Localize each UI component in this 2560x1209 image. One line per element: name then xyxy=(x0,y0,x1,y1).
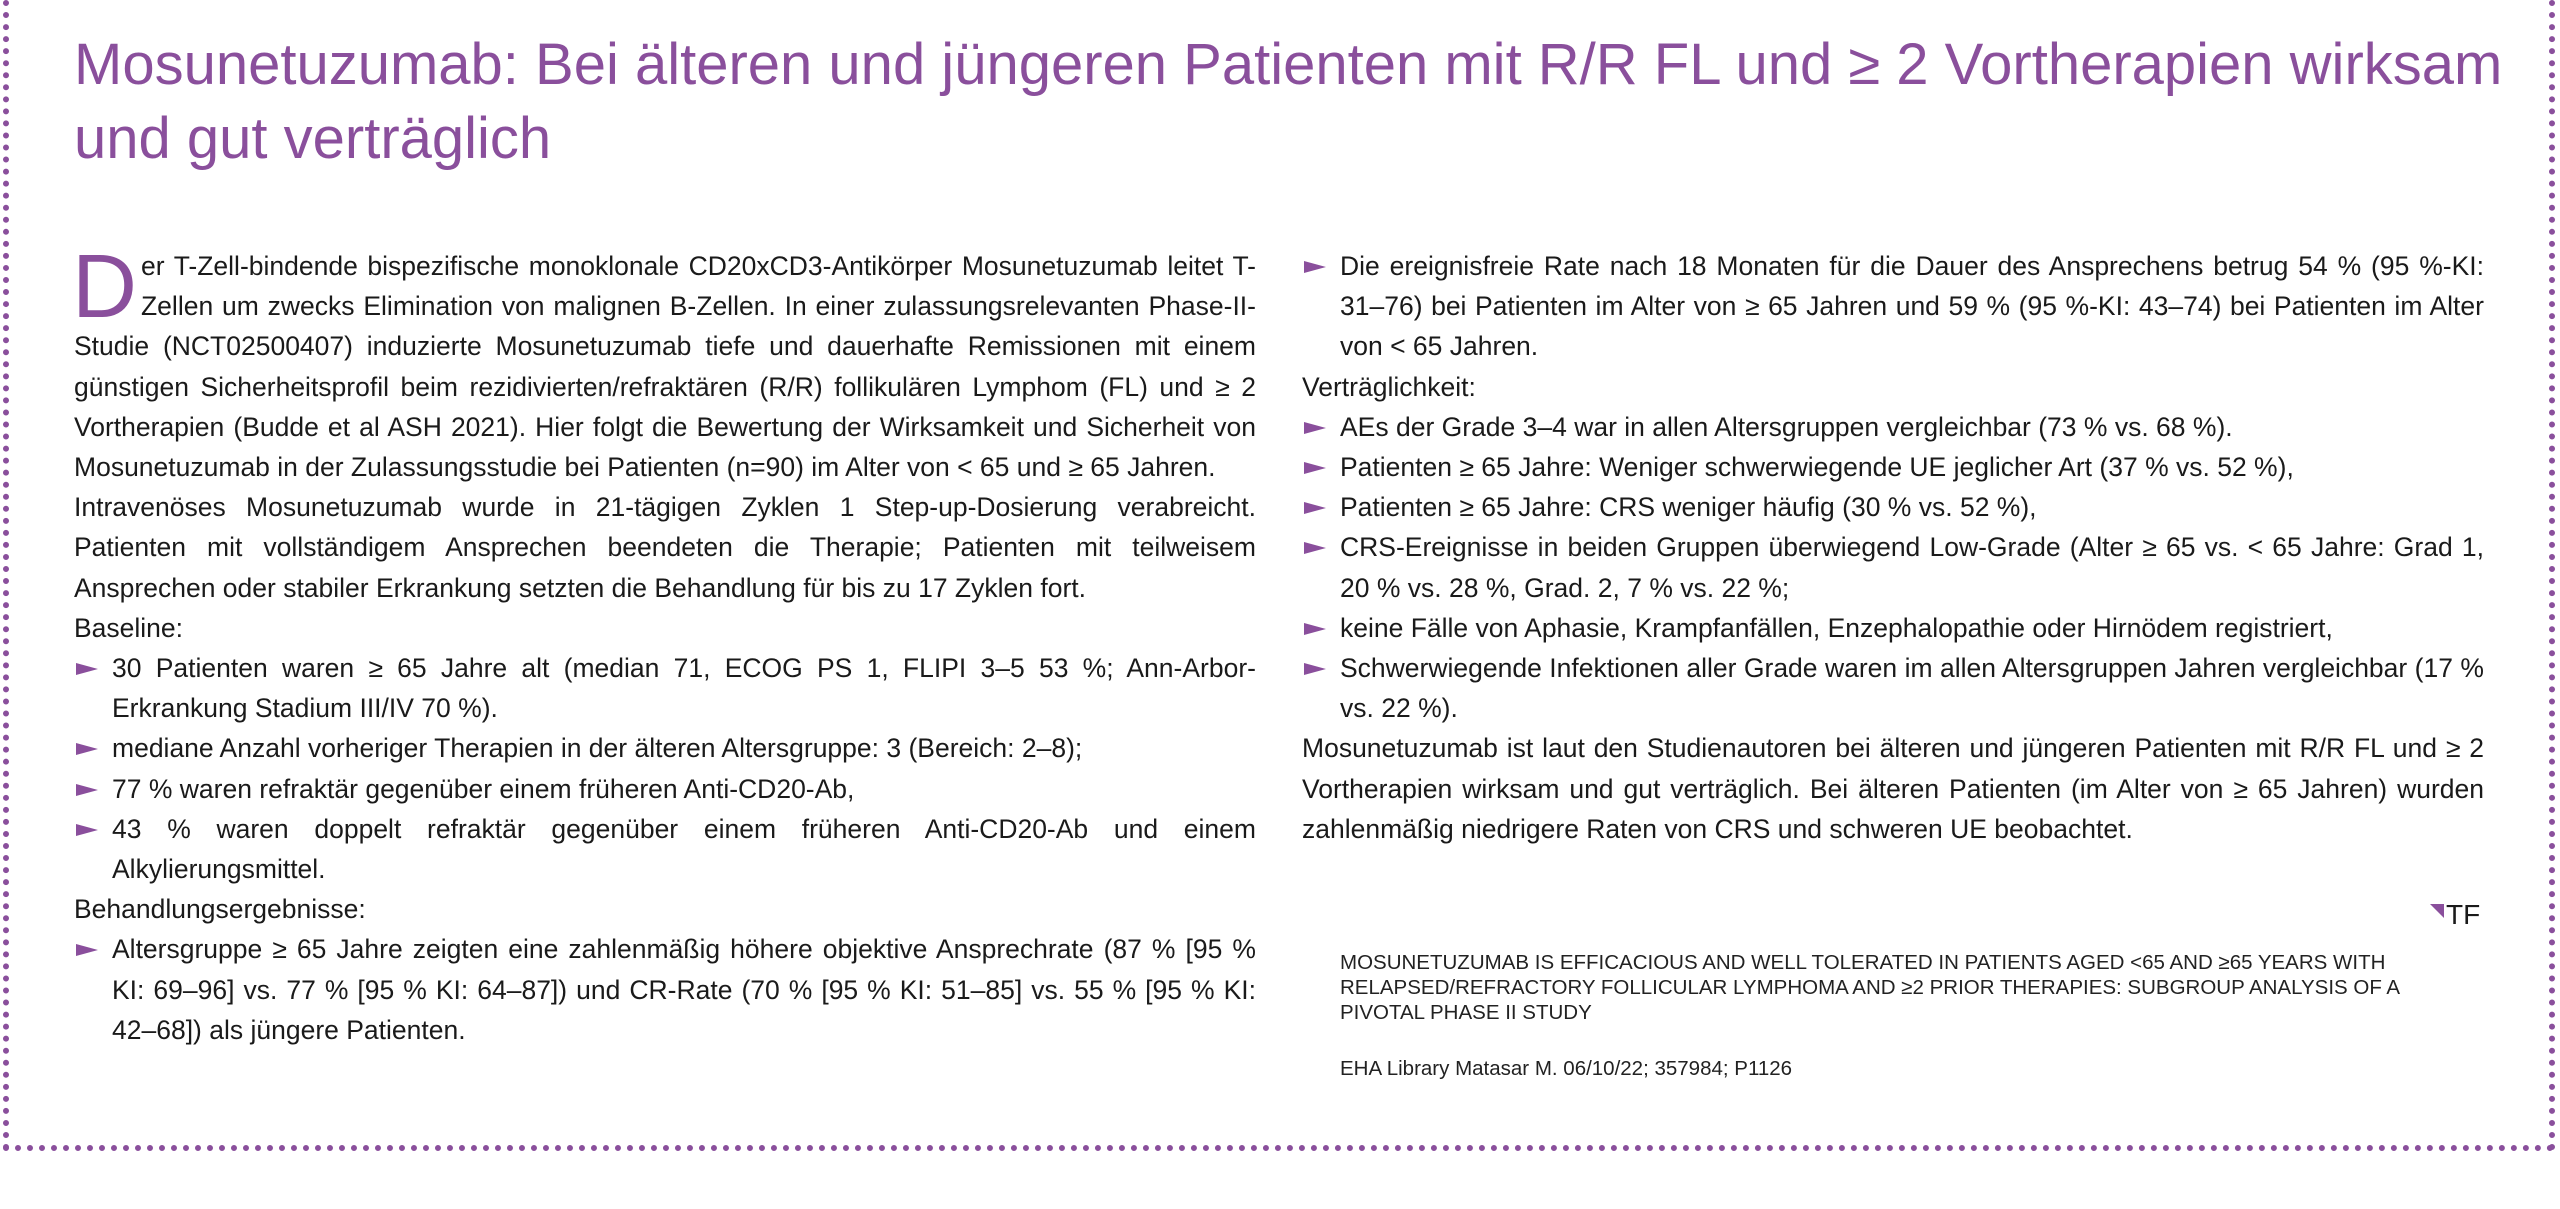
results-list xyxy=(74,929,1256,1050)
safety-heading: Verträglichkeit: xyxy=(1302,371,1476,402)
left-column xyxy=(72,237,1256,1050)
list-item: AEs der Grade 3–4 war in allen Altersgruppen vergleichbar (73 % vs. 68 %). xyxy=(1302,407,2484,447)
right-column xyxy=(1302,246,2484,849)
list-item: Die ereignisfreie Rate nach 18 Monaten für die Dauer des Ansprechens betrug 54 % (95 %-KI: 31–76) bei Patienten im Alter von ≥ 65 Jahren und 59 % (95 %-KI: 43–74) bei Patienten im Alter von < 65 Jahren. xyxy=(1302,246,2484,367)
results-heading: Behandlungsergebnisse: xyxy=(74,894,366,925)
results-list-continued xyxy=(1302,246,2484,367)
arrow-bullet-icon xyxy=(1304,502,1326,514)
list-item: Patienten ≥ 65 Jahre: CRS weniger häufig (30 % vs. 52 %), xyxy=(1302,487,2484,527)
intro-text: er T-Zell-bindende bispezifische monoklonale CD20xCD3-Antikörper Mosunetuzumab leitet T-Zellen um zwecks Elimination von malignen B-Zellen. In einer zulassungsrelevanten Phase-II-Studie (NCT02500407) induzierte Mosunetuzumab tiefe und dauerhafte Remissionen mit einem günstigen Sicherheitsprofil beim rezidivierten/refraktären (R/R) follikulären Lymphom (FL) und ≥ 2 Vortherapien (Budde et al ASH 2021). Hier folgt die Bewertung der Wirksamkeit und Sicherheit von Mosunetuzumab in der Zulassungsstudie bei Patienten (n=90) im Alter von < 65 und ≥ 65 Jahren. xyxy=(74,251,1256,483)
intro-paragraph xyxy=(72,237,1256,487)
drop-cap: D xyxy=(72,237,137,337)
list-item: 77 % waren refraktär gegenüber einem früheren Anti-CD20-Ab, xyxy=(74,769,1256,809)
safety-list xyxy=(1302,407,2484,729)
arrow-bullet-icon xyxy=(1304,663,1326,675)
list-item: mediane Anzahl vorheriger Therapien in der älteren Altersgruppe: 3 (Bereich: 2–8); xyxy=(74,728,1256,768)
arrow-bullet-icon xyxy=(1304,462,1326,474)
arrow-bullet-icon xyxy=(76,663,98,675)
arrow-bullet-icon xyxy=(76,784,98,796)
arrow-bullet-icon xyxy=(1304,422,1326,434)
arrow-bullet-icon xyxy=(76,824,98,836)
corner-triangle-icon xyxy=(2430,904,2444,918)
author-initials: TF xyxy=(2446,899,2481,930)
list-item: Altersgruppe ≥ 65 Jahre zeigten eine zahlenmäßig höhere objektive Ansprechrate (87 % [95 % KI: 69–96] vs. 77 % [95 % KI: 64–87]) und CR-Rate (70 % [95 % KI: 51–85] vs. 55 % [95 % KI: 42–68]) als jüngere Patienten. xyxy=(74,929,1256,1050)
method-paragraph: Intravenöses Mosunetuzumab wurde in 21-tägigen Zyklen 1 Step-up-Dosierung verabreicht. Patienten mit vollständigem Ansprechen beendeten die Therapie; Patienten mit teilweisem Ansprechen oder stabiler Erkrankung setzten die Behandlung für bis zu 17 Zyklen fort. xyxy=(74,492,1256,603)
conclusion-paragraph: Mosunetuzumab ist laut den Studienautoren bei älteren und jüngeren Patienten mit R/R FL und ≥ 2 Vortherapien wirksam und gut verträglich. Bei älteren Patienten (im Alter von ≥ 65 Jahren) wurden zahlenmäßig niedrigere Raten von CRS und schweren UE beobachtet. xyxy=(1302,733,2484,844)
arrow-bullet-icon xyxy=(76,944,98,956)
baseline-heading: Baseline: xyxy=(74,612,184,643)
baseline-list xyxy=(74,648,1256,889)
reference-title: MOSUNETUZUMAB IS EFFICACIOUS AND WELL TOLERATED IN PATIENTS AGED <65 AND ≥65 YEARS WITH RELAPSED/REFRACTORY FOLLICULAR LYMPHOMA AND ≥2 PRIOR THERAPIES: SUBGROUP ANALYSIS OF A PIVOTAL PHASE II STUDY xyxy=(1340,951,2399,1024)
list-item: 43 % waren doppelt refraktär gegenüber einem früheren Anti-CD20-Ab und einem Alkylierungsmittel. xyxy=(74,809,1256,889)
list-item: keine Fälle von Aphasie, Krampfanfällen, Enzephalopathie oder Hirnödem registriert, xyxy=(1302,608,2484,648)
arrow-bullet-icon xyxy=(1304,623,1326,635)
arrow-bullet-icon xyxy=(76,743,98,755)
list-item: Patienten ≥ 65 Jahre: Weniger schwerwiegende UE jeglicher Art (37 % vs. 52 %), xyxy=(1302,447,2484,487)
arrow-bullet-icon xyxy=(1304,542,1326,554)
list-item: Schwerwiegende Infektionen aller Grade waren im allen Altersgruppen Jahren vergleichbar (17 % vs. 22 %). xyxy=(1302,648,2484,728)
article-title: Mosunetuzumab: Bei älteren und jüngeren Patienten mit R/R FL und ≥ 2 Vortherapien wirksam und gut verträglich xyxy=(74,32,2503,171)
list-item: CRS-Ereignisse in beiden Gruppen überwiegend Low-Grade (Alter ≥ 65 vs. < 65 Jahre: Grad 1, 20 % vs. 28 %, Grad. 2, 7 % vs. 22 %; xyxy=(1302,527,2484,607)
author-tag xyxy=(2430,895,2480,935)
arrow-bullet-icon xyxy=(1304,261,1326,273)
list-item: 30 Patienten waren ≥ 65 Jahre alt (median 71, ECOG PS 1, FLIPI 3–5 53 %; Ann-Arbor-Erkrankung Stadium III/IV 70 %). xyxy=(74,648,1256,728)
reference-source: EHA Library Matasar M. 06/10/22; 357984; P1126 xyxy=(1340,1057,1793,1080)
